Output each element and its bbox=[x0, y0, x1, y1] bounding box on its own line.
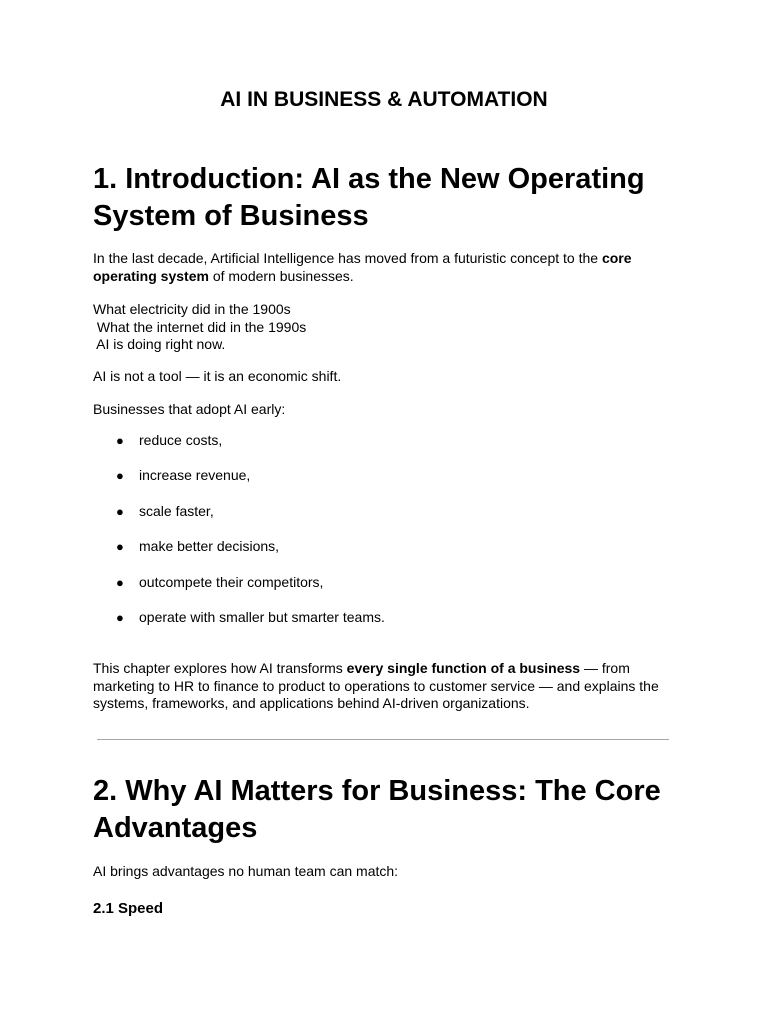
section-1-heading bbox=[93, 161, 713, 235]
chapter-text-after: — from bbox=[580, 660, 630, 676]
list-item-text: scale faster, bbox=[139, 502, 214, 519]
intro-bold-operating-system: operating system bbox=[93, 267, 209, 284]
bullet-icon: ● bbox=[116, 468, 124, 484]
subsection-heading-speed: 2.1 Speed bbox=[93, 900, 164, 917]
intro-paragraph bbox=[93, 250, 693, 285]
document-title: AI IN BUSINESS & AUTOMATION bbox=[220, 88, 548, 111]
adopt-intro: Businesses that adopt AI early: bbox=[93, 401, 286, 417]
comparison-line: What electricity did in the 1900s bbox=[93, 301, 291, 317]
chapter-bold: every single function of a business bbox=[346, 660, 581, 676]
section-1-heading-line-1: 1. Introduction: AI as the New Operating bbox=[93, 163, 645, 195]
section-2-intro: AI brings advantages no human team can match: bbox=[93, 863, 399, 879]
list-item bbox=[93, 467, 693, 502]
comparison-line: AI is doing right now. bbox=[93, 336, 226, 352]
chapter-line-2: marketing to HR to finance to product to operations to customer service — and explains the bbox=[93, 677, 659, 694]
chapter-line-3: systems, frameworks, and applications behind AI-driven organizations. bbox=[93, 695, 530, 711]
horizontal-divider bbox=[97, 739, 669, 740]
list-item bbox=[93, 609, 693, 644]
bullet-icon: ● bbox=[116, 539, 124, 555]
list-item bbox=[93, 574, 693, 609]
list-item-text: make better decisions, bbox=[139, 538, 280, 555]
list-item bbox=[93, 432, 693, 467]
intro-text-after: of modern businesses. bbox=[208, 267, 354, 284]
bullet-icon: ● bbox=[116, 433, 124, 448]
section-2-heading-line-1: 2. Why AI Matters for Business: The Core bbox=[93, 775, 661, 807]
bullet-icon: ● bbox=[116, 503, 124, 519]
section-1-heading-line-2: System of Business bbox=[93, 200, 369, 232]
comparison-line: What the internet did in the 1990s bbox=[93, 318, 307, 335]
list-item-text: increase revenue, bbox=[139, 467, 251, 484]
tool-statement: AI is not a tool — it is an economic shift. bbox=[93, 368, 342, 384]
list-item-text: operate with smaller but smarter teams. bbox=[139, 608, 385, 625]
intro-text-before: In the last decade, Artificial Intelligence has moved from a futuristic concept to the bbox=[93, 250, 602, 266]
list-item bbox=[93, 538, 693, 573]
bullet-icon: ● bbox=[116, 574, 124, 590]
benefits-list bbox=[93, 432, 693, 644]
chapter-paragraph bbox=[93, 660, 693, 713]
chapter-text-before: This chapter explores how AI transforms bbox=[93, 660, 347, 676]
list-item bbox=[93, 503, 693, 538]
list-item-text: reduce costs, bbox=[139, 432, 223, 448]
list-item-text: outcompete their competitors, bbox=[139, 573, 324, 590]
bullet-icon: ● bbox=[116, 609, 124, 625]
section-2-heading bbox=[93, 773, 713, 847]
intro-bold-core: core bbox=[601, 250, 632, 266]
section-2-heading-line-2: Advantages bbox=[93, 812, 258, 844]
comparison-paragraph bbox=[93, 301, 693, 354]
